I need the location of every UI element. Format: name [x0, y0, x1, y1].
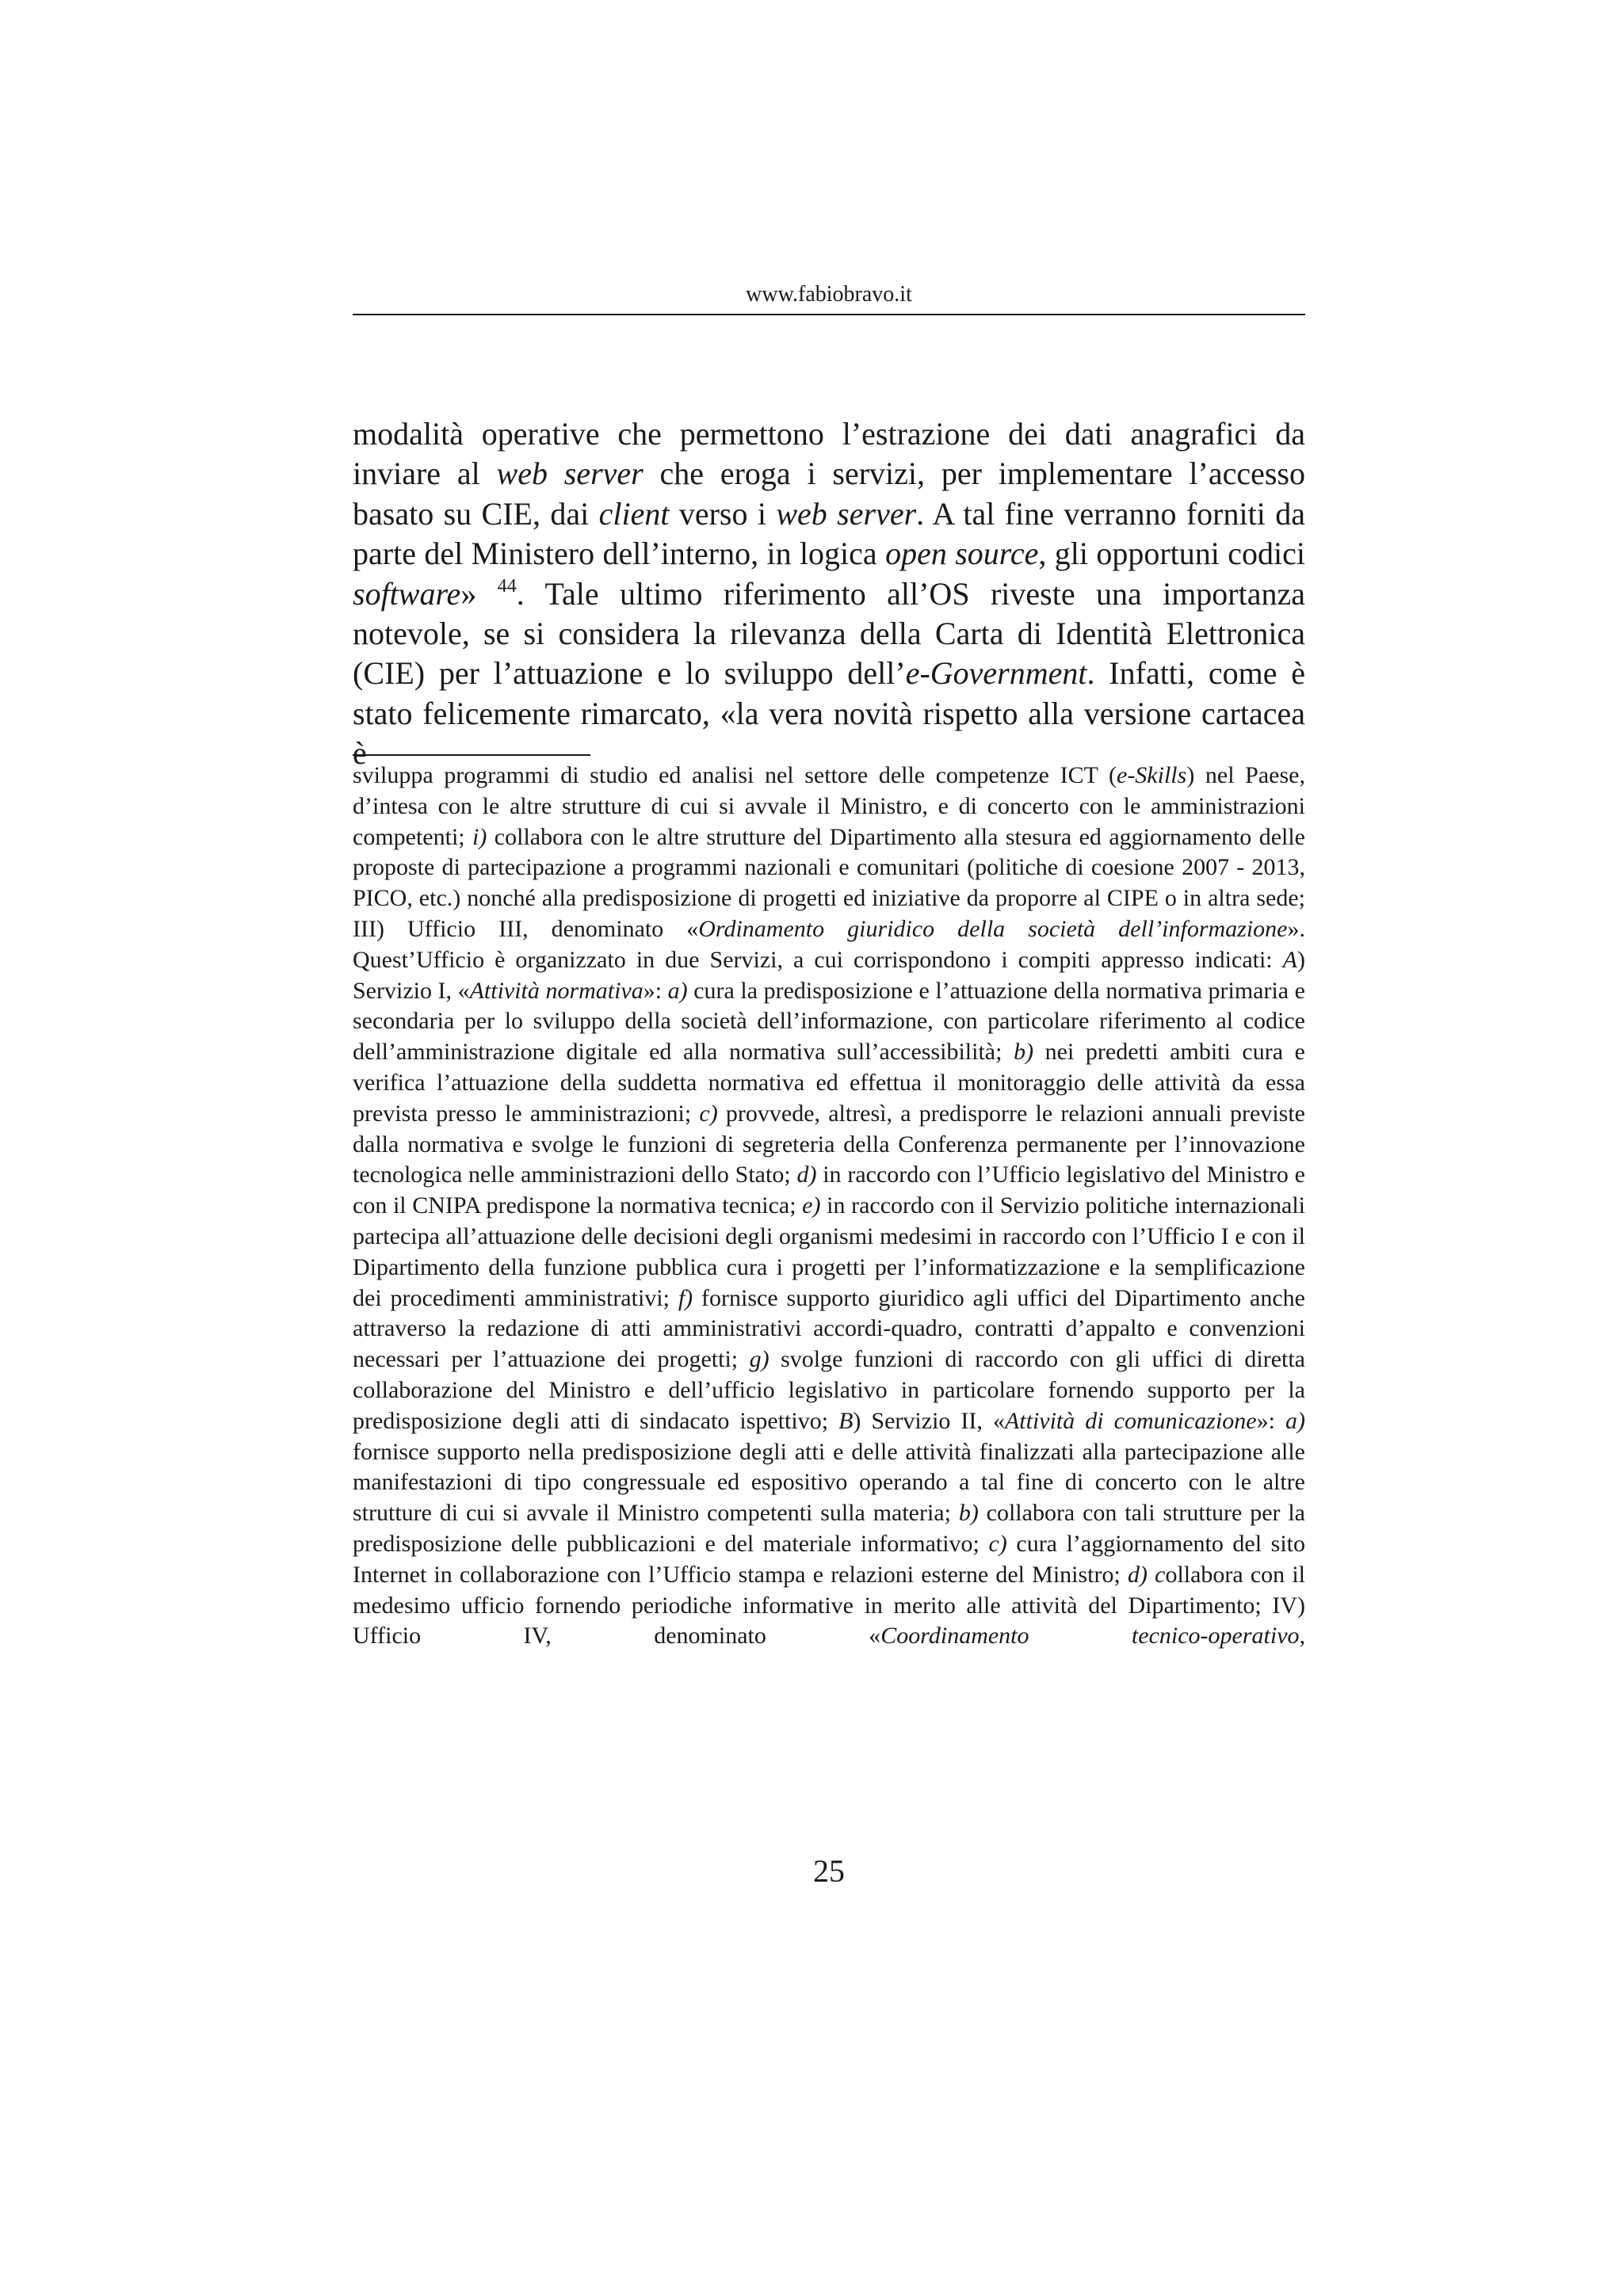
italic-run: web server — [496, 456, 643, 492]
text-run: ) nel Paese, d’intesa con le altre strutture di cui si avvale il Ministro, e di concerto con le amministrazioni competenti; — [353, 762, 1305, 850]
text-run: collabora con le altre strutture del Dipartimento alla stesura ed aggiornamento delle proposte di partecipazione a programmi nazionali e comunitari (politiche di coesione 2007 - 2013, PICO, etc.) nonché alla predisposizione di progetti ed iniziative da proporre al CIPE o in altra sede; III) Ufficio III, denominato « — [353, 823, 1305, 942]
page-number: 25 — [813, 1853, 845, 1889]
italic-run: a) — [1285, 1407, 1305, 1434]
text-run: ». Quest’Ufficio è organizzato in due Servizi, a cui corrispondono i compiti appresso indicati: — [353, 915, 1305, 973]
italic-run: e-Government — [905, 655, 1087, 692]
text-run: provvede, altresì, a predisporre le relazioni annuali previste dalla normativa e svolge le funzioni di segreteria della Conferenza permanente per l’innovazione tecnologica nelle amministrazioni dello Stato; — [353, 1100, 1305, 1188]
italic-run: software — [353, 575, 461, 612]
italic-run: f) — [678, 1284, 693, 1311]
text-run: sviluppa programmi di studio ed analisi nel settore delle competenze ICT ( — [353, 762, 1117, 788]
main-paragraph — [353, 414, 1305, 774]
footnote-paragraph — [353, 761, 1305, 1652]
italic-run: B — [838, 1407, 854, 1434]
text-run: nei predetti ambiti cura e verifica l’attuazione della suddetta normativa ed effettua il monitoraggio delle attività da essa prevista presso le amministrazioni; — [353, 1039, 1305, 1127]
header-url: www.fabiobravo.it — [746, 282, 912, 307]
italic-run: c) — [988, 1530, 1007, 1557]
text-run: in raccordo con il Servizio politiche internazionali partecipa all’attuazione delle decisioni degli organismi medesimi in raccordo con l’Ufficio I e con il Dipartimento della funzione pubblica cura i progetti per l’informatizzazione e la semplificazione dei procedimenti amministrativi; — [353, 1192, 1306, 1311]
italic-run: A — [1282, 946, 1297, 973]
italic-run: i) — [472, 823, 487, 850]
text-run: fornisce supporto giuridico agli uffici del Dipartimento anche attraverso la redazione di atti amministrativi accordi-quadro, contratti d’appalto e convenzioni necessari per l’attuazione dei progetti; — [353, 1284, 1305, 1373]
italic-run: open source — [885, 536, 1039, 572]
text-run: ) Servizio II, « — [853, 1407, 1005, 1434]
italic-run: Coordinamento tecnico-operativo, — [880, 1623, 1306, 1650]
italic-run: web server — [776, 495, 917, 532]
italic-run: client — [598, 495, 670, 532]
italic-run: Attività normativa — [469, 977, 643, 1004]
text-run: svolge funzioni di raccordo con gli uffici di diretta collaborazione del Ministro e dell’ufficio legislativo in particolare fornendo supporto per la predisposizione degli atti di sindacato ispettivo; — [353, 1346, 1305, 1434]
footnote-separator — [353, 754, 590, 756]
text-run: cura la predisposizione e l’attuazione della normativa primaria e secondaria per lo sviluppo della società dell’informazione, con particolare riferimento al codice dell’amministrazione digitale ed alla normativa sull’accessibilità; — [353, 977, 1305, 1066]
header-rule — [353, 314, 1305, 315]
italic-run: d) — [796, 1161, 817, 1188]
italic-run: g) — [749, 1346, 769, 1373]
text-run: . A tal fine verranno forniti da parte del Ministero dell’interno, in logica — [353, 495, 1305, 572]
footnote-reference: 44 — [497, 575, 517, 597]
text-run: modalità operative che permettono l’estrazione dei dati anagrafici da inviare al — [353, 416, 1305, 492]
text-run: fornisce supporto nella predisposizione degli atti e delle attività finalizzati alla partecipazione alle manifestazioni di tipo congressuale ed espositivo operando a tal fine di concerto con le altre strutture di cui si avvale il Ministro competenti sulla materia; — [353, 1438, 1305, 1527]
text-run: che eroga i servizi, per implementare l’accesso basato su CIE, dai — [353, 456, 1305, 532]
text-run: »: — [1256, 1407, 1285, 1434]
text-run: . Tale ultimo riferimento all’OS riveste una importanza notevole, se si considera la rilevanza della Carta di Identità Elettronica (CIE) per l’attuazione e lo sviluppo dell’ — [353, 575, 1305, 692]
italic-run: b) — [958, 1500, 979, 1527]
text-run: ) Servizio I, « — [353, 946, 1305, 1004]
text-run: ollabora con il medesimo ufficio fornendo periodiche informative in merito alle attività del Dipartimento; IV) Ufficio IV, denominato « — [353, 1561, 1305, 1650]
italic-run: b) — [1014, 1039, 1034, 1066]
text-run: in raccordo con l’Ufficio legislativo del Ministro e con il CNIPA predispone la normativa tecnica; — [353, 1161, 1305, 1219]
italic-run: Ordinamento giuridico della società dell’informazione — [698, 915, 1288, 942]
text-run: cura l’aggiornamento del sito Internet in collaborazione con l’Ufficio stampa e relazioni esterne del Ministro; — [353, 1530, 1306, 1588]
italic-run: e-Skills — [1117, 762, 1187, 788]
text-run: . Infatti, come è stato felicemente rimarcato, «la vera novità rispetto alla versione cartacea è — [353, 655, 1306, 772]
italic-run: a) — [667, 977, 688, 1004]
italic-run: d) c — [1127, 1561, 1166, 1588]
text-run: » — [460, 575, 498, 612]
italic-run: c) — [699, 1100, 718, 1127]
italic-run: Attività di comunicazione — [1004, 1407, 1257, 1434]
text-run: collabora con tali strutture per la predisposizione delle pubblicazioni e del materiale informativo; — [353, 1500, 1305, 1557]
italic-run: e) — [802, 1192, 821, 1219]
text-run: »: — [643, 977, 668, 1004]
text-run: verso i — [669, 495, 777, 532]
text-run: , gli opportuni codici — [1038, 536, 1305, 572]
